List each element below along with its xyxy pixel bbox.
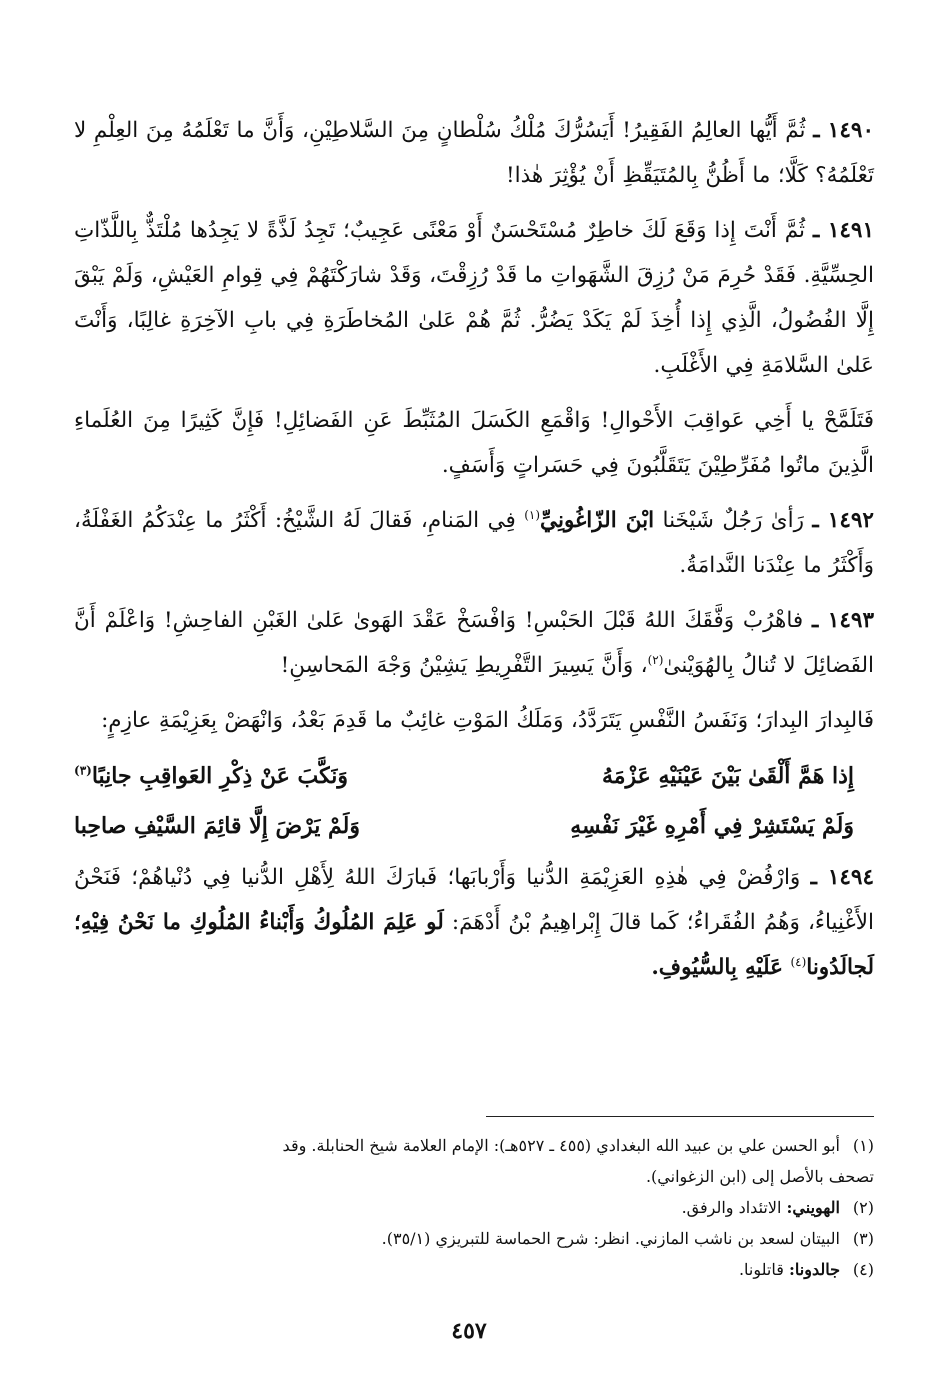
footnote-3 — [74, 1223, 874, 1254]
paragraph-1494 — [74, 855, 874, 990]
paragraph-text: وَارْفُضْ فِي هٰذِهِ العَزِيْمَةِ الدُّنيا وَأَرْبابَها؛ فَبارَكَ اللهُ لِأَهْلِ الدُّنيا فِي دُنْياهُمْ؛ فَنَحْنُ الأَغْنِياءُ، وَهُمُ الفُقَراءُ؛ كَما قالَ إِبْراهِيمُ بْنُ أَدْهَمَ: — [74, 865, 875, 935]
bold-quote: لَو عَلِمَ المُلُوكُ وَأَبْناءُ المُلُوكِ ما نَحْنُ فِيْهِ؛ لَجالَدُونا — [74, 910, 874, 980]
footnote-text-cont: تصحف بالأصل إلى (ابن الزغواني). — [645, 1167, 874, 1186]
footnote-text: قاتلونا. — [738, 1260, 784, 1279]
footnote-text: البيتان لسعد بن ناشب المازني. انظر: شرح الحماسة للتبريزي (٣٥/١). — [381, 1229, 840, 1248]
footnote-ref-4[interactable]: (٤) — [790, 954, 807, 969]
footnote-number: (٣) — [852, 1229, 874, 1248]
paragraph-1492 — [74, 498, 874, 588]
footnote-text: الاتئداد والرفق. — [681, 1198, 782, 1217]
paragraph-number: ١٤٩٣ ـ — [812, 608, 874, 633]
paragraph-text: ثُمَّ أَيُّها العالِمُ الفَقِيرُ! أَيَسُرُّكَ مُلْكُ سُلْطانٍ مِنَ السَّلاطِيْنِ، وَأَنَّ ما تَعْلَمُهُ مِنَ العِلْمِ لا تَعْلَمُهُ؟ كَلَّا؛ ما أَظُنُّ بِالمُتَيَقِّظِ أَنْ يُؤْثِرَ هٰذا! — [74, 118, 874, 188]
hemistich-second: وَنَكَّبَ عَنْ ذِكْرِ العَواقِبِ جانِبًا — [91, 763, 349, 789]
paragraph-1490 — [74, 108, 874, 198]
footnote-divider — [486, 1116, 874, 1117]
paragraph-talammah — [74, 398, 874, 488]
paragraph-number: ١٤٩٠ ـ — [813, 118, 874, 143]
footnote-ref-3[interactable]: (٣) — [74, 763, 92, 778]
footnote-term: جالدونا: — [789, 1260, 840, 1279]
paragraph-text: رَأىٰ رَجُلٌ شَيْخَنا — [662, 508, 804, 533]
paragraph-1491 — [74, 208, 874, 388]
footnote-number: (٢) — [852, 1198, 874, 1217]
page-number: ٤٥٧ — [451, 1318, 487, 1344]
paragraph-text-cont: فِي المَنامِ، فَقالَ لَهُ الشَّيْخُ: أَكْثَرُ ما عِنْدَكُمُ الغَفْلَةُ، وَأَكْثَرُ ما عِنْدَنا النَّدامَةُ. — [74, 508, 874, 578]
poem-line-2 — [74, 801, 874, 851]
poem — [74, 751, 874, 851]
footnote-text: أبو الحسن علي بن عبيد الله البغدادي (٤٥٥ ـ ٥٢٧هـ): الإمام العلامة شيخ الحنابلة. وقد — [282, 1136, 840, 1155]
hemistich-first: إِذا هَمَّ أَلْقَىٰ بَيْنَ عَيْنَيْهِ عَزْمَهُ — [601, 763, 854, 789]
footnote-1-continuation — [74, 1161, 874, 1192]
paragraph-number: ١٤٩٢ ـ — [812, 508, 874, 533]
bold-quote-end: عَلَيْهِ بِالسُّيُوفِ. — [651, 955, 783, 980]
main-text — [74, 108, 874, 990]
footnote-number: (١) — [852, 1136, 874, 1155]
paragraph-1493 — [74, 598, 874, 688]
hemistich-second: وَلَمْ يَرْضَ إِلَّا قائِمَ السَّيْفِ صاحِبا — [74, 813, 360, 839]
paragraph-number: ١٤٩٤ ـ — [810, 865, 875, 890]
paragraph-number: ١٤٩١ ـ — [812, 218, 875, 243]
footnote-ref-2[interactable]: (٢) — [647, 652, 664, 667]
footnotes — [74, 1130, 874, 1285]
paragraph-text: فاهْرُبْ وَفَّقَكَ اللهُ قَبْلَ الحَبْسِ! وَافْسَخْ عَقْدَ الهَوىٰ عَلىٰ الغَبْنِ الفاحِشِ! وَاعْلَمْ أَنَّ الفَضائِلَ لا تُنالُ بِالهُوَيْنىٰ — [74, 608, 874, 678]
footnote-4 — [74, 1254, 874, 1285]
paragraph-bidar — [74, 698, 874, 743]
footnote-term: الهويني: — [786, 1198, 840, 1217]
paragraph-text: فَالبِدارَ البِدارَ؛ وَنَفَسُ النَّفْسِ يَتَرَدَّدُ، وَمَلَكُ المَوْتِ غائِبٌ ما قَدِمَ بَعْدُ، وَانْهَضْ بِعَزِيْمَةِ عازِمٍ: — [101, 708, 874, 733]
poem-line-1 — [74, 751, 874, 801]
paragraph-text: ثُمَّ أَنْتَ إِذا وَقَعَ لَكَ خاطِرٌ مُسْتَحْسَنٌ أَوْ مَعْنًى عَجِيبٌ؛ تَجِدُ لَذَّةً لا يَجِدُها مُلْتَذٌّ بِاللَّذّاتِ الحِسِّيَّةِ. فَقَدْ حُرِمَ مَنْ رُزِقَ الشَّهَواتِ ما قَدْ رُزِقْتَ، وَقَدْ شارَكْتَهُمْ فِي قِوامِ العَيْشِ، وَلَمْ يَبْقَ إِلَّا الفُضُولُ، الَّذِي إِذا أُخِذَ لَمْ يَكَدْ يَضُرُّ. ثُمَّ هُمْ عَلىٰ المُخاطَرَةِ فِي بابِ الآخِرَةِ غالِبًا، وَأَنْتَ عَلىٰ السَّلامَةِ فِي الأَغْلَبِ. — [74, 218, 874, 378]
bold-name: ابْنَ الزّاغُونِيِّ — [540, 508, 655, 533]
paragraph-text-cont: ، وَأَنَّ يَسِيرَ التَّفْرِيطِ يَشِيْنُ وَجْهَ المَحاسِنِ! — [280, 653, 648, 678]
footnote-2 — [74, 1192, 874, 1223]
hemistich-second-wrap — [74, 751, 348, 801]
footnote-ref-1[interactable]: (١) — [524, 507, 541, 522]
hemistich-first: وَلَمْ يَسْتَشِرْ فِي أَمْرِهِ غَيْرَ نَفْسِهِ — [570, 813, 854, 839]
footnote-1 — [74, 1130, 874, 1161]
paragraph-text: فَتَلَمَّحْ يا أَخِي عَواقِبَ الأَحْوالِ! وَاقْمَعِ الكَسَلَ المُثَبِّطَ عَنِ الفَضائِلِ! فَإِنَّ كَثِيرًا مِنَ العُلَماءِ الَّذِينَ ماتُوا مُفَرِّطِيْنَ يَتَقَلَّبُونَ فِي حَسَراتٍ وَأَسَفٍ. — [74, 408, 874, 478]
footnote-number: (٤) — [852, 1260, 874, 1279]
